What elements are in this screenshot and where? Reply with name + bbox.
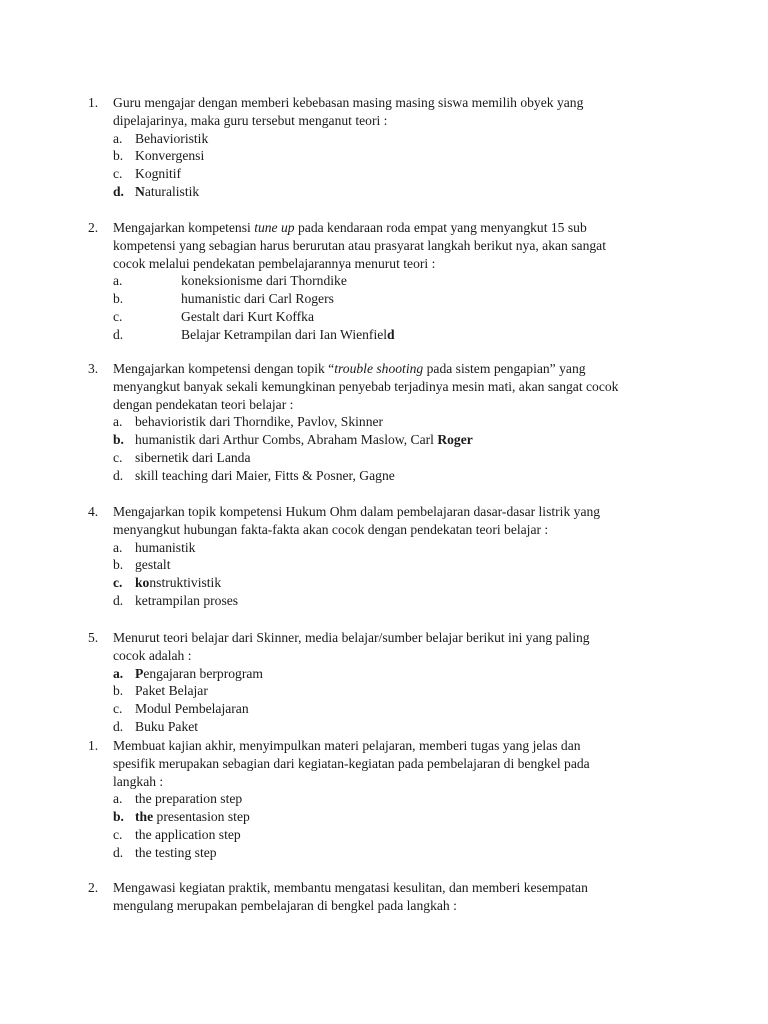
option-b: b. Paket Belajar (113, 683, 208, 699)
option-a: a. koneksionisme dari Thorndike (113, 273, 347, 289)
option-d: d. Belajar Ketrampilan dari Ian Wienfield (113, 326, 395, 342)
question-4 (88, 503, 668, 610)
question-text: Menurut teori belajar dari Skinner, media belajar/sumber belajar berikut ini yang paling cocok adalah : (113, 630, 590, 663)
option-b: b. humanistic dari Carl Rogers (113, 291, 334, 307)
option-c: c. Gestalt dari Kurt Koffka (113, 308, 315, 324)
option-c: c. Kognitif (113, 166, 182, 182)
option-d-answer: d. Naturalistik (113, 183, 200, 199)
option-b: b. Konvergensi (113, 148, 205, 164)
question-text: Guru mengajar dengan memberi kebebasan masing masing siswa memilih obyek yang dipelajarinya, maka guru tersebut menganut teori : (113, 95, 584, 128)
question-5 (88, 629, 668, 736)
question-text: Membuat kajian akhir, menyimpulkan materi pelajaran, memberi tugas yang jelas dan spesifik merupakan sebagian dari kegiatan-kegiatan pada pembelajaran di bengkel pada langkah : (113, 738, 590, 789)
option-c: c. the application step (113, 826, 241, 842)
option-b-answer: b. humanistik dari Arthur Combs, Abraham Maslow, Carl Roger (113, 432, 473, 448)
option-c: c. Modul Pembelajaran (113, 701, 249, 717)
question-number: 2. (88, 880, 99, 895)
option-a: a. the preparation step (113, 791, 243, 807)
question-number: 1. (88, 738, 99, 753)
option-a: a. Behavioristik (113, 130, 209, 146)
option-a: a. humanistik (113, 539, 196, 555)
option-d: d. ketrampilan proses (113, 592, 239, 608)
question-7 (88, 879, 668, 915)
option-d: d. Buku Paket (113, 718, 199, 734)
option-d: d. the testing step (113, 844, 217, 860)
question-number: 5. (88, 630, 99, 645)
option-a: a. behavioristik dari Thorndike, Pavlov, Skinner (113, 414, 384, 430)
question-text: Mengajarkan kompetensi dengan topik “trouble shooting pada sistem pengapian” yang menyangkut banyak sekali kemungkinan penyebab terjadinya mesin mati, akan sangat cocok dengan pendekatan teori belajar : (113, 361, 619, 412)
option-b: b. gestalt (113, 557, 171, 573)
option-d: d. skill teaching dari Maier, Fitts & Posner, Gagne (113, 467, 395, 483)
option-c-answer: c. konstruktivistik (113, 575, 222, 591)
question-2 (88, 219, 668, 344)
question-number: 3. (88, 361, 99, 376)
question-number: 4. (88, 504, 99, 519)
option-a-answer: a. Pengajaran berprogram (113, 665, 263, 681)
question-3 (88, 360, 668, 485)
question-number: 1. (88, 95, 99, 110)
question-text: Mengajarkan kompetensi tune up pada kendaraan roda empat yang menyangkut 15 sub kompetensi yang sebagian harus berurutan atau prasyarat langkah berikut nya, akan sangat cocok melalui pendekatan pembelajarannya menurut teori : (113, 220, 606, 271)
question-text: Mengajarkan topik kompetensi Hukum Ohm dalam pembelajaran dasar-dasar listrik yang menyangkut hubungan fakta-fakta akan cocok dengan pendekatan teori belajar : (113, 504, 601, 537)
question-1 (88, 94, 668, 201)
question-6 (88, 737, 668, 862)
option-c: c. sibernetik dari Landa (113, 449, 251, 465)
question-number: 2. (88, 220, 99, 235)
question-text: Mengawasi kegiatan praktik, membantu mengatasi kesulitan, dan memberi kesempatan mengulang merupakan pembelajaran di bengkel pada langkah : (113, 880, 588, 913)
option-b-answer: b. the presentasion step (113, 809, 250, 825)
